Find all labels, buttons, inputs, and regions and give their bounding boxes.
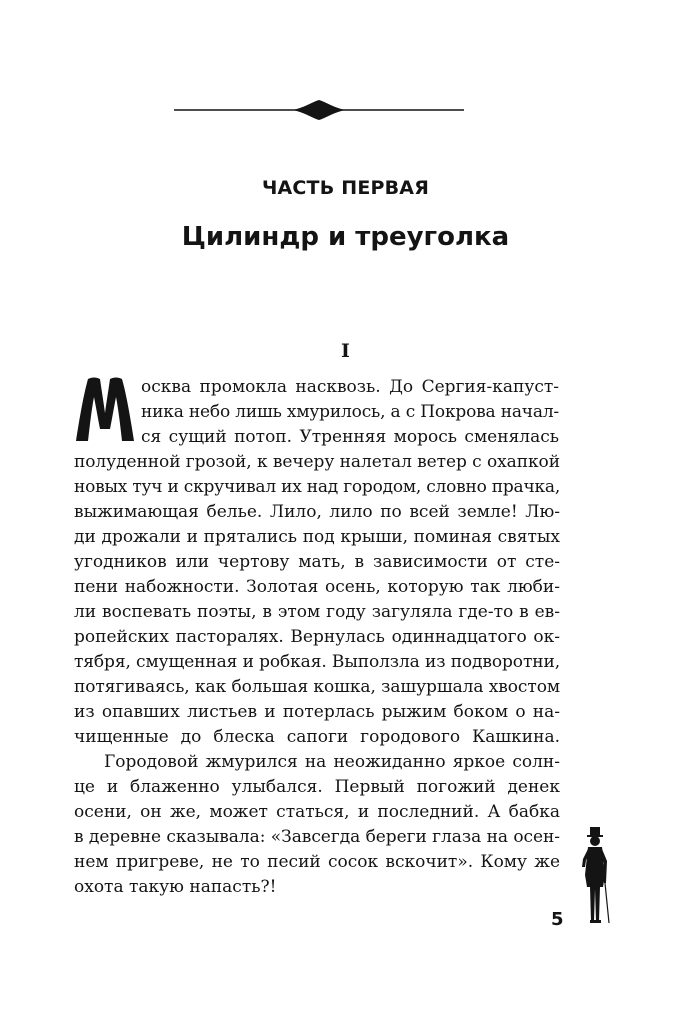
chapter-number: I — [341, 340, 350, 362]
text-line: нем пригреве, не то песий сосок вскочит». Кому же — [74, 852, 560, 872]
drop-cap — [74, 375, 136, 443]
page-number: 5 — [551, 909, 564, 930]
text-line: ропейских пасторалях. Вернулась одиннадцатого ок- — [74, 627, 560, 647]
part-label: ЧАСТЬ ПЕРВАЯ — [261, 177, 430, 199]
text-line: осени, он же, может статься, и последний. А бабка — [74, 802, 560, 822]
text-line: полуденной грозой, к вечеру налетал ветер с охапкой — [74, 452, 560, 472]
text-line: потягиваясь, как большая кошка, зашуршала хвостом — [74, 677, 560, 697]
text-line: це и блаженно улыбался. Первый погожий денек — [74, 777, 560, 797]
text-line: осква промокла насквозь. До Сергия-капуст- — [141, 377, 559, 397]
text-line: ли воспевать поэты, в этом году загуляла где-то в ев- — [74, 602, 560, 622]
text-line: угодников или чертову мать, в зависимости от сте- — [74, 552, 560, 572]
text-line: чищенные до блеска сапоги городового Кашкина. — [74, 727, 560, 747]
text-line: из опавших листьев и потерлась рыжим боком о на- — [74, 702, 560, 722]
part-title: Цилиндр и треуголка — [181, 222, 510, 252]
text-line: ся сущий потоп. Утренняя морось сменялась — [141, 427, 559, 447]
drop-cap-letter: М — [104, 435, 106, 436]
text-line: ника небо лишь хмурилось, а с Покрова начал- — [141, 402, 559, 422]
gentleman-silhouette-icon — [578, 827, 612, 924]
text-line: охота такую напасть?! — [74, 877, 277, 897]
text-line: новых туч и скручивал их над городом, словно прачка, — [74, 477, 560, 497]
text-line: ди дрожали и прятались под крыши, поминая святых — [74, 527, 560, 547]
text-line: в деревне сказывала: «Завсегда береги глаза на осен- — [74, 827, 560, 847]
text-line: выжимающая белье. Лило, лило по всей земле! Лю- — [74, 502, 560, 522]
text-line: Городовой жмурился на неожиданно яркое солн- — [104, 752, 560, 772]
ornament-divider — [174, 98, 464, 122]
text-line: пени набожности. Золотая осень, которую так люби- — [74, 577, 560, 597]
text-line: тября, смущенная и робкая. Выползла из подворотни, — [74, 652, 560, 672]
